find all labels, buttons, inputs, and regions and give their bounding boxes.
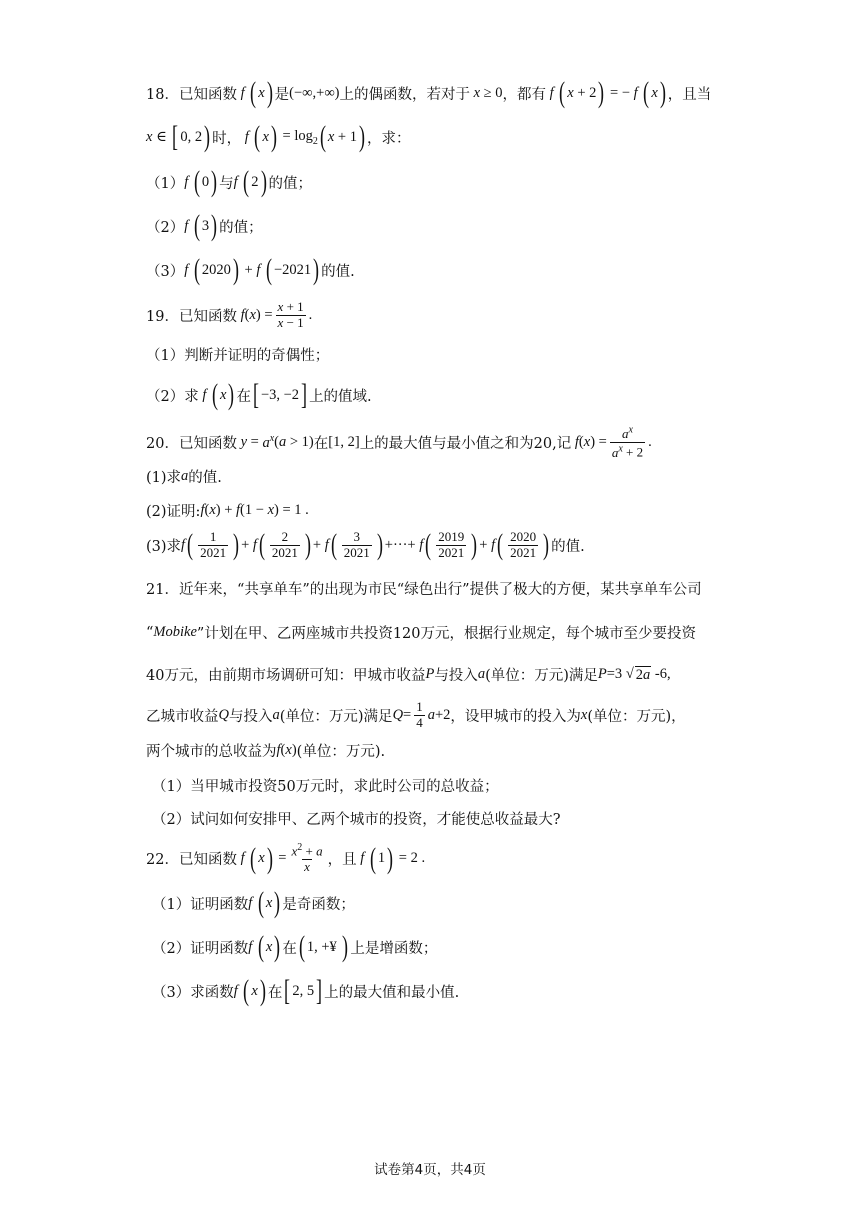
q22-line-1: 22．已知函数 f ( x ) = $\frac{x^2 + a}{x}$ ，且 f ( 1 ) = 2 .: [146, 841, 426, 875]
q19-line-1: 19．已知函数 f ( x ) = $\frac{x + 1}{x - 1}$ .: [146, 299, 313, 330]
q21-line-5: 两个城市的总收益为 f ( x ) (单位：万元).: [146, 742, 386, 760]
q18-line-1: 18．已知函数 f ( x ) 是 (−∞,+∞) 上的偶函数，若对于 x ≥ 0 ，都有 f ( x + 2 ) = − f ( x ) ，且当: [146, 76, 712, 109]
q21-line-2: “ Mobike ”计划在甲、乙两座城市共投资120万元，根据行业规定，每个城市至少要投资: [146, 624, 696, 642]
q19-part-2: （2）求 f ( x ) 在 [ −3, −2 ] 上的值域.: [146, 378, 372, 411]
q20-part-2: (2)证明: f ( x ) + f (1 − x ) = 1 .: [146, 502, 309, 520]
q21-line-1: 21．近年来，“共享单车”的出现为市民“绿色出行”提供了极大的方便，某共享单车公司: [146, 582, 702, 598]
q22-part-1: （1）证明函数 f ( x ) 是奇函数；: [152, 886, 355, 919]
q22-part-3: （3）求函数 f ( x ) 在 [ 2, 5 ] 上的最大值和最小值.: [152, 974, 460, 1007]
q19-part-1: （1）判断并证明的奇偶性；: [146, 348, 330, 364]
q22-part-2: （2）证明函数 f ( x ) 在 ( 1, +¥ ) 上是增函数；: [152, 930, 438, 963]
page-footer: 试卷第4页，共4页: [374, 1162, 486, 1178]
q18-part-2: （2） f ( 3 ) 的值；: [146, 209, 263, 242]
q18-part-3: （3） f ( 2020 ) + f ( −2021 ) 的值.: [146, 253, 355, 286]
q21-part-2: （2）试问如何安排甲、乙两个城市的投资，才能使总收益最大?: [152, 812, 561, 828]
math-expr: f: [236, 84, 249, 101]
q21-line-4: 乙城市收益 Q 与投入 a (单位：万元)满足 Q = $\frac{1}{4}$ a +2 ，设甲城市的投入为 x (单位：万元)，: [146, 699, 686, 730]
q18-line-2: x ∈ [ 0, 2 ) 时， f ( x ) = $\log_2$ ( x + 1 ) ，求：: [146, 120, 411, 153]
q21-part-1: （1）当甲城市投资50万元时，求此时公司的总收益；: [152, 779, 499, 795]
q21-line-3: 40万元，由前期市场调研可知：甲城市收益 P 与投入 a (单位：万元)满足 P =3 √ 2a -6,: [146, 666, 671, 684]
q20-line-1: 20．已知函数 y = $a^x$ ( a > 1) 在 [1, 2] 上的最大值与最小值之和为20,记 f ( x ) = $\frac{a^x}{a^x + 2}$ .: [146, 425, 652, 460]
q18-part-1: （1） f ( 0 ) 与 f ( 2 ) 的值；: [146, 165, 313, 198]
q20-part-3: (3)求 f ( $\frac{1}{2021}$ ) + f ( $\frac{2}{2021}$ ) + f ( $\frac{3}{2021}$ ) +···+ f ( $\frac{2019}{2021}$ ) + f ( $\frac{2020}{2021}$ ) 的值.: [146, 528, 585, 562]
q20-part-1: (1)求 a 的值.: [146, 468, 222, 486]
